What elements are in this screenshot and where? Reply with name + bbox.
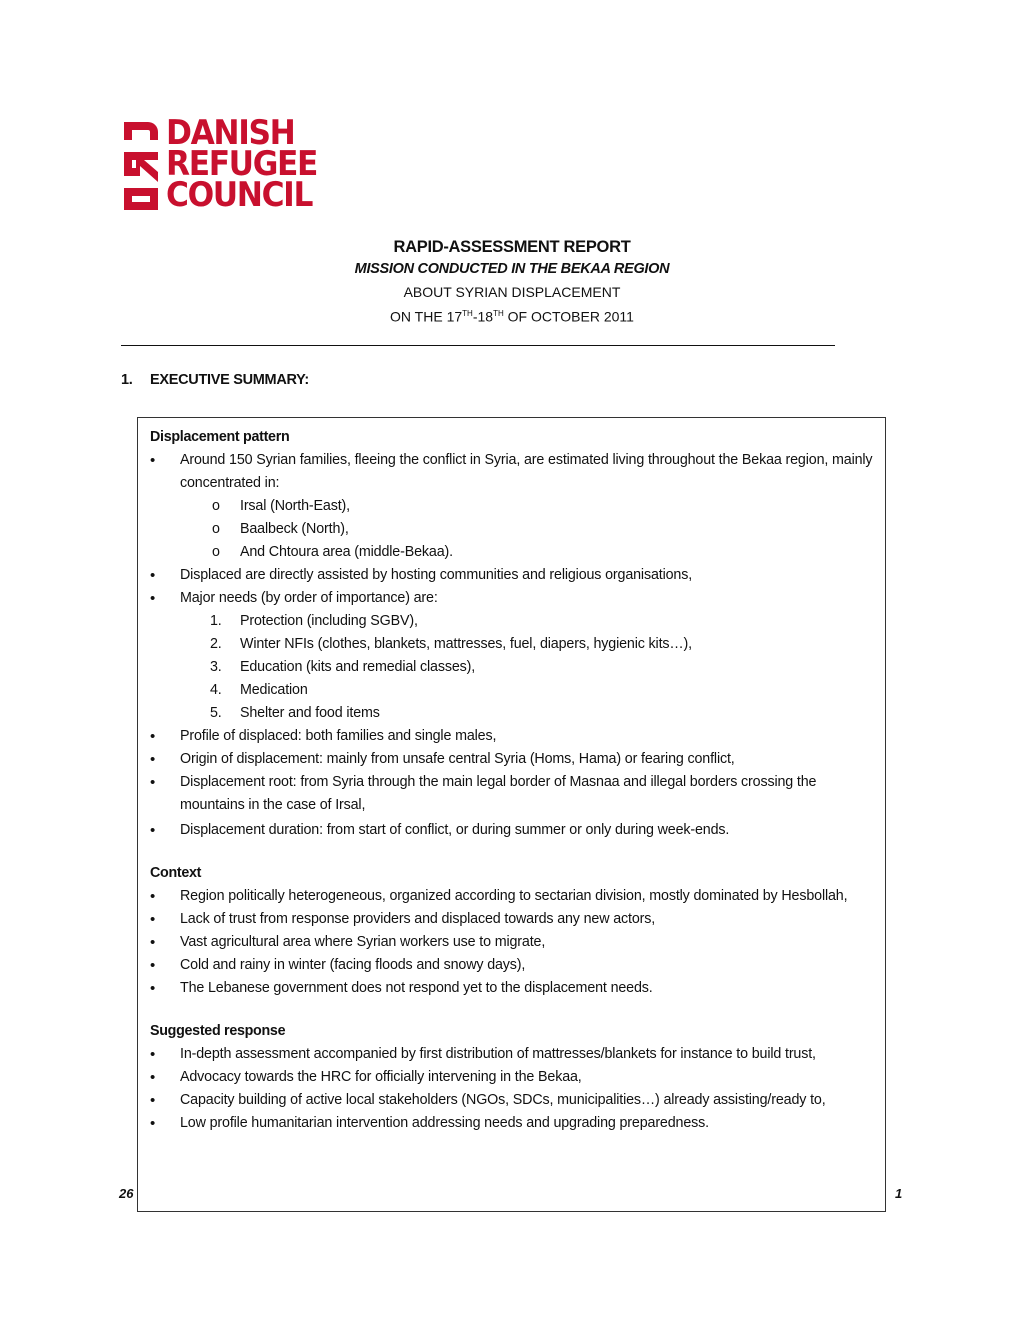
list-item: o And Chtoura area (middle-Bekaa). [150,541,875,564]
page-number-right: 1 [895,1186,903,1201]
displacement-list [150,449,875,842]
logo-line-1: DANISH [166,113,295,153]
list-item: • In-depth assessment accompanied by first distribution of mattresses/blankets for instance to build trust, [150,1043,875,1066]
list-item: o Baalbeck (North), [150,518,875,541]
list-item [150,702,875,725]
list-item-text: Protection (including SGBV), [240,613,418,629]
list-number: 4. [210,682,222,698]
list-number: 5. [210,705,222,721]
report-topic: ABOUT SYRIAN DISPLACEMENT [403,284,621,300]
list-number: 1. [210,613,222,629]
summary-content [150,426,875,1135]
context-heading: Context [150,865,202,881]
locations-list [150,495,875,564]
drc-logo [120,113,320,215]
report-date [0,303,1024,328]
page-number-left: 26 [119,1186,134,1201]
list-item: • Origin of displacement: mainly from unsafe central Syria (Homs, Hama) or fearing conflict, [150,748,875,771]
list-item-text: Medication [240,682,308,698]
report-title: RAPID-ASSESSMENT REPORT [393,238,631,256]
date-part-1: ON THE 17 [390,308,463,325]
list-item [150,679,875,702]
title-divider [121,345,835,346]
drc-logo-mark-icon [120,118,162,214]
logo-line-2: REFUGEE [166,144,317,184]
list-item: o Irsal (North-East), [150,495,875,518]
response-list [150,1043,875,1135]
list-item [150,449,875,564]
section-heading [121,372,309,388]
list-item-text: Major needs (by order of importance) are: [180,590,438,606]
list-number: 2. [210,636,222,652]
date-part-2: -18 [472,308,494,325]
list-item-text: Education (kits and remedial classes), [240,659,476,675]
list-item-text: Winter NFIs (clothes, blankets, mattresses, fuel, diapers, hygienic kits…), [240,636,692,652]
list-item: • Vast agricultural area where Syrian workers use to migrate, [150,931,875,954]
list-item [150,587,875,725]
list-item: • Lack of trust from response providers and displaced towards any new actors, [150,908,875,931]
needs-list [150,610,875,725]
list-item: • The Lebanese government does not respond yet to the displacement needs. [150,977,875,1000]
list-item [150,610,875,633]
list-item: • Region politically heterogeneous, organized according to sectarian division, mostly dominated by Hesbollah, [150,885,875,908]
list-item [150,656,875,679]
list-item: • Advocacy towards the HRC for officially intervening in the Bekaa, [150,1066,875,1089]
report-title-block [0,236,1024,328]
list-item: • Cold and rainy in winter (facing floods and snowy days), [150,954,875,977]
date-sup-1: TH [462,309,473,318]
list-item: • Capacity building of active local stakeholders (NGOs, SDCs, municipalities…) already assisting/ready to, [150,1089,875,1112]
date-sup-2: TH [493,309,504,318]
list-item-text: Around 150 Syrian families, fleeing the conflict in Syria, are estimated living throughout the Bekaa region, mainly concentrated in: [180,452,873,491]
list-item-text: Shelter and food items [240,705,380,721]
list-item: • Displacement duration: from start of conflict, or during summer or only during week-ends. [150,819,875,842]
list-item: • Displaced are directly assisted by hosting communities and religious organisations, [150,564,875,587]
context-list [150,885,875,1000]
section-number: 1. [121,372,133,388]
report-subtitle: MISSION CONDUCTED IN THE BEKAA REGION [354,261,670,277]
displacement-heading: Displacement pattern [150,429,290,445]
section-title: EXECUTIVE SUMMARY: [150,372,309,388]
summary-box [137,417,886,1212]
date-part-3: OF OCTOBER 2011 [503,308,634,325]
logo-line-3: COUNCIL [166,175,312,215]
list-number: 3. [210,659,222,675]
list-item: • Displacement root: from Syria through the main legal border of Masnaa and illegal borders crossing the mountains in the case of Irsal, [150,771,875,817]
list-item: • Low profile humanitarian intervention addressing needs and upgrading preparedness. [150,1112,875,1135]
logo-wordmark [166,113,317,215]
list-item: • Profile of displaced: both families and single males, [150,725,875,748]
response-heading: Suggested response [150,1023,286,1039]
list-item [150,633,875,656]
